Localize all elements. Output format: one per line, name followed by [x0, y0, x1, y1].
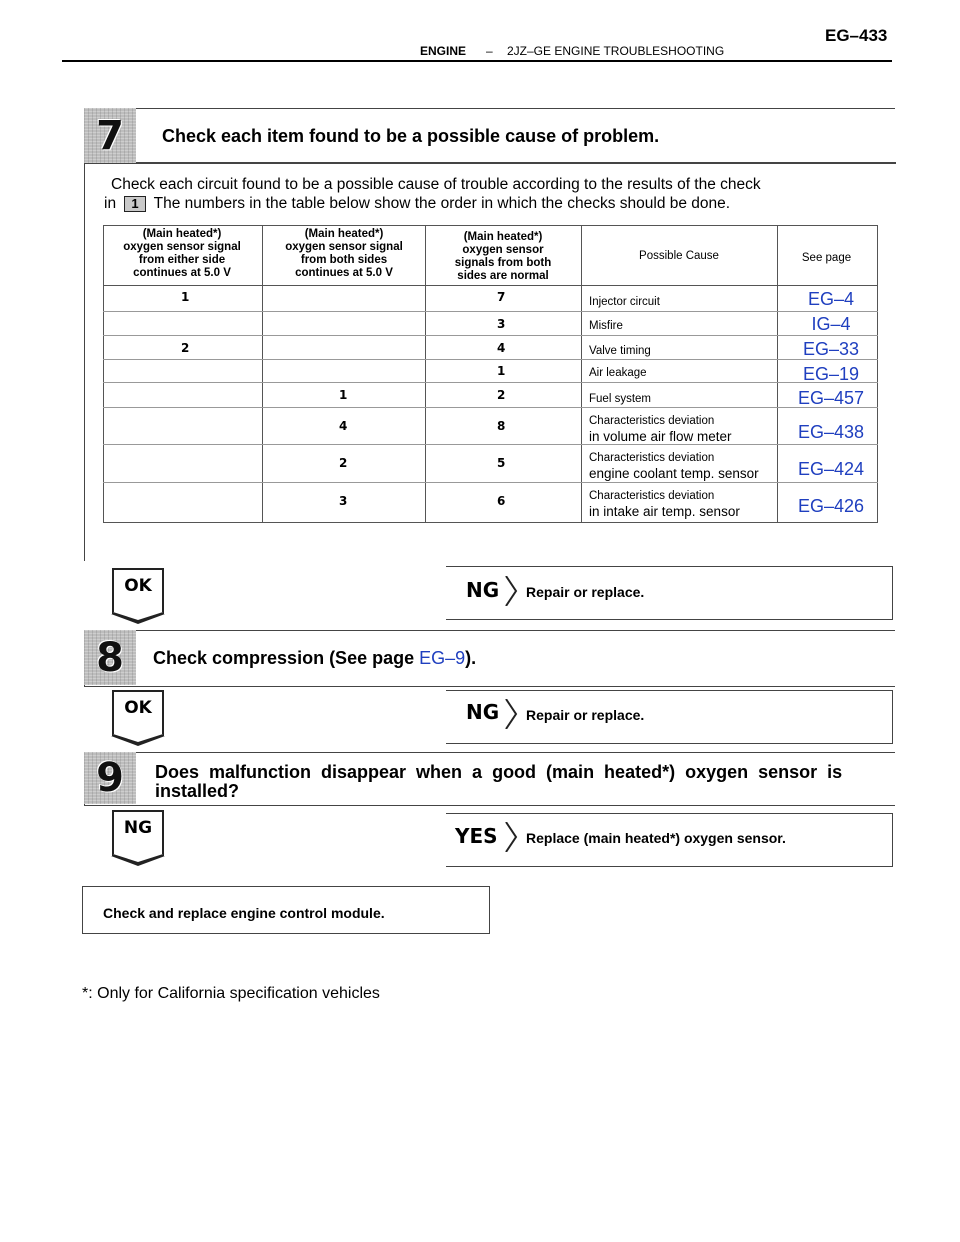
chevron-right-icon: [504, 822, 518, 852]
step7-title-rule: [84, 162, 896, 164]
step9-number: 9: [96, 755, 124, 801]
step7-tab: [84, 108, 136, 163]
header-section: ENGINE: [420, 44, 467, 58]
table-cell: 1: [339, 388, 348, 402]
table-row-rule: [103, 359, 878, 360]
ng-label: NG: [466, 700, 500, 724]
chevron-right-icon: [504, 576, 518, 606]
step9-title-line2: installed?: [155, 781, 240, 801]
table-page-link[interactable]: EG–426: [797, 496, 865, 516]
table-row-rule: [103, 382, 878, 383]
table-header-either-side: (Main heated*) oxygen sensor signal from either side continues at 5.0 V: [123, 228, 241, 279]
ok-badge: OK: [112, 690, 164, 736]
step7-number: 7: [96, 112, 124, 159]
step7-body-line2-wrap: [104, 194, 730, 213]
table-cause: Characteristics deviation: [589, 415, 715, 427]
step8-page-link[interactable]: EG–9: [419, 648, 466, 668]
table-cause: Misfire: [589, 320, 623, 332]
table-cell: 3: [339, 494, 348, 508]
page-number: EG–433: [825, 26, 888, 45]
step7-body-in: in: [104, 195, 117, 212]
table-row-rule: [103, 407, 878, 408]
final-action: Check and replace engine control module.: [103, 905, 385, 921]
footnote: *: Only for California specification vehicles: [82, 985, 380, 1002]
ok-badge-point-fill: [113, 612, 163, 620]
step7-ng-action: Repair or replace.: [526, 584, 645, 600]
ok-badge-point-fill: [113, 734, 163, 742]
step8-tab: [84, 630, 136, 685]
table-header-normal: (Main heated*) oxygen sensor signals from both sides are normal: [454, 231, 552, 282]
table-col-divider: [425, 225, 426, 523]
step8-title-end: ).: [465, 648, 477, 668]
table-page-link[interactable]: EG–19: [802, 364, 860, 384]
table-page-link[interactable]: EG–33: [802, 339, 860, 359]
table-cause-detail: in intake air temp. sensor: [589, 504, 740, 519]
table-cell: 5: [497, 456, 506, 470]
ng-badge: NG: [112, 810, 164, 856]
step7-body-line1: Check each circuit found to be a possible cause of trouble according to the results of the check: [111, 176, 761, 193]
table-cause: Characteristics deviation: [589, 490, 715, 502]
table-page-link[interactable]: IG–4: [811, 314, 851, 334]
table-page-link[interactable]: EG–4: [807, 289, 855, 309]
table-page-link[interactable]: EG–424: [797, 459, 865, 479]
ng-label: NG: [466, 578, 500, 602]
table-header-possible-cause: Possible Cause: [639, 250, 719, 262]
table-cell: 4: [497, 341, 506, 355]
step8-number: 8: [96, 634, 124, 681]
chevron-right-icon: [504, 699, 518, 729]
header-rule: [62, 60, 892, 62]
step9-yes-action: Replace (main heated*) oxygen sensor.: [526, 830, 786, 846]
step7-step-ref-box: 1: [124, 196, 145, 212]
step9-title-line1: Does malfunction disappear when a good (main heated*) oxygen sensor is: [155, 762, 843, 782]
table-cause: Injector circuit: [589, 296, 660, 308]
table-cell: 2: [497, 388, 506, 402]
table-cause: Characteristics deviation: [589, 452, 715, 464]
table-cause: Air leakage: [589, 367, 647, 379]
step8-title: [153, 648, 476, 669]
table-header-rule: [103, 285, 878, 286]
table-cell: 1: [497, 364, 506, 378]
header-subtitle: 2JZ–GE ENGINE TROUBLESHOOTING: [507, 44, 725, 58]
table-header-both-sides: (Main heated*) oxygen sensor signal from both sides continues at 5.0 V: [285, 228, 403, 279]
step7-body-line2: The numbers in the table below show the order in which the checks should be done.: [153, 195, 731, 212]
table-cell: 2: [181, 341, 190, 355]
table-cell: 7: [497, 290, 506, 304]
table-page-link[interactable]: EG–457: [797, 388, 865, 408]
table-row-rule: [103, 335, 878, 336]
ok-badge: OK: [112, 568, 164, 614]
table-row-rule: [103, 482, 878, 483]
table-cell: 8: [497, 419, 506, 433]
table-cell: 3: [497, 317, 506, 331]
header-dash: –: [486, 44, 493, 58]
ng-badge-point-fill: [113, 854, 163, 862]
yes-label: YES: [455, 824, 498, 848]
table-cause-detail: engine coolant temp. sensor: [589, 466, 759, 481]
table-page-link[interactable]: EG–438: [797, 422, 865, 442]
table-col-divider: [777, 225, 778, 523]
table-cell: 1: [181, 290, 190, 304]
step7-title: Check each item found to be a possible cause of problem.: [162, 126, 660, 146]
step8-ng-action: Repair or replace.: [526, 707, 645, 723]
table-cell: 4: [339, 419, 348, 433]
step9-tab: [84, 752, 136, 804]
table-cause: Valve timing: [589, 345, 651, 357]
step8-title-text: Check compression (See page: [153, 648, 420, 668]
table-row-rule: [103, 444, 878, 445]
table-cause-detail: in volume air flow meter: [589, 429, 732, 444]
table-col-divider: [262, 225, 263, 523]
table-header-see-page: See page: [801, 252, 852, 264]
table-col-divider: [581, 225, 582, 523]
table-cell: 6: [497, 494, 506, 508]
table-cause: Fuel system: [589, 393, 651, 405]
table-cell: 2: [339, 456, 348, 470]
table-row-rule: [103, 311, 878, 312]
